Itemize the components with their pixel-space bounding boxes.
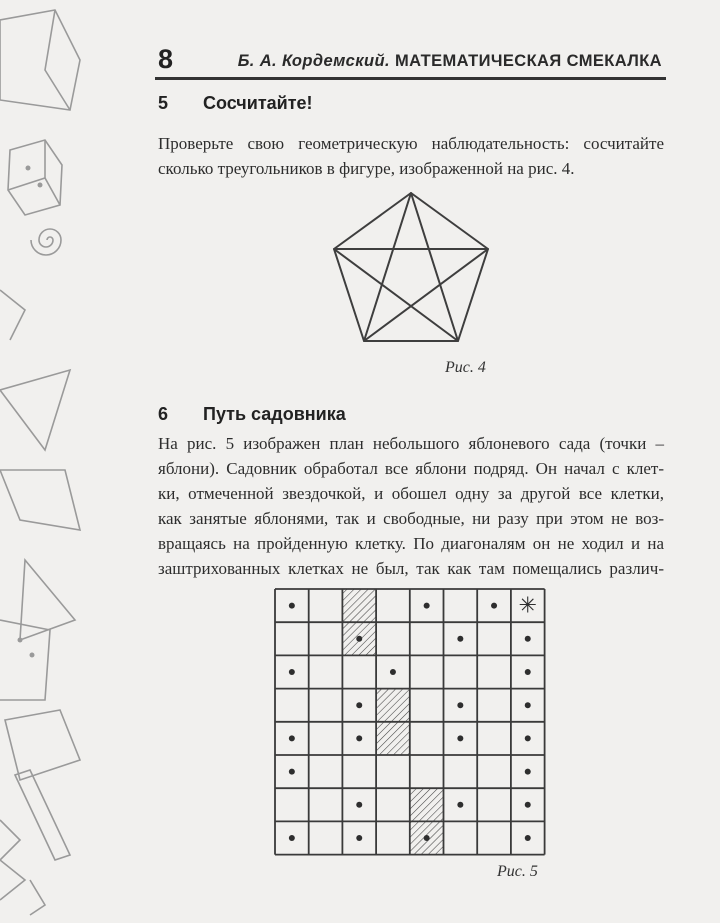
apple-tree-dot bbox=[289, 735, 295, 741]
apple-tree-dot bbox=[457, 735, 463, 741]
apple-tree-dot bbox=[525, 835, 531, 841]
problem-6-line: как занятые яблонями, так и свободные, ни разу при этом не воз- bbox=[158, 509, 664, 528]
hatched-cell bbox=[376, 722, 410, 755]
apple-tree-dot bbox=[356, 735, 362, 741]
apple-tree-dot bbox=[457, 702, 463, 708]
problem-5-line: сколько треугольников в фигуре, изображенной на рис. 4. bbox=[158, 159, 575, 178]
running-head-title: МАТЕМАТИЧЕСКАЯ СМЕКАЛКА bbox=[394, 52, 662, 70]
problem-6-line: ки, отмеченной звездочкой, и обошел одну за другой все клетки, bbox=[158, 484, 664, 503]
apple-tree-dot bbox=[525, 769, 531, 775]
figure-5-caption: Рис. 5 bbox=[497, 863, 538, 880]
hatched-cell bbox=[410, 788, 444, 821]
problem-6-text bbox=[158, 431, 664, 581]
apple-tree-dot bbox=[424, 835, 430, 841]
problem-6-line: вращаясь на пройденную клетку. По диагоналям он не ходил и на bbox=[158, 534, 664, 553]
running-head-author: Б. А. Кордемский. bbox=[237, 52, 390, 70]
garden-grid bbox=[272, 586, 548, 858]
apple-tree-dot bbox=[457, 802, 463, 808]
problem-6-line: заштрихованных клетках не был, так как там помещались различ- bbox=[158, 559, 664, 578]
apple-tree-dot bbox=[424, 603, 430, 609]
apple-tree-dot bbox=[356, 702, 362, 708]
apple-tree-dot bbox=[491, 603, 497, 609]
problem-6-number: 6 bbox=[158, 404, 169, 424]
apple-tree-dot bbox=[356, 636, 362, 642]
apple-tree-dot bbox=[525, 636, 531, 642]
apple-tree-dot bbox=[289, 835, 295, 841]
problem-6-line: яблони). Садовник обработал все яблони подряд. Он начал с клет- bbox=[158, 459, 664, 478]
margin-decoration bbox=[0, 0, 100, 923]
hatched-cell bbox=[342, 589, 376, 622]
header-rule bbox=[155, 77, 666, 80]
apple-tree-dot bbox=[525, 702, 531, 708]
problem-5-text bbox=[158, 131, 664, 181]
apple-tree-dot bbox=[457, 636, 463, 642]
figure-4-caption: Рис. 4 bbox=[445, 359, 486, 376]
problem-6-line: На рис. 5 изображен план небольшого яблоневого сада (точки – bbox=[158, 434, 664, 453]
apple-tree-dot bbox=[356, 835, 362, 841]
problem-5-number: 5 bbox=[158, 93, 169, 113]
problem-6-title: Путь садовника bbox=[203, 404, 346, 424]
apple-tree-dot bbox=[289, 669, 295, 675]
running-head bbox=[238, 52, 662, 71]
apple-tree-dot bbox=[356, 802, 362, 808]
pentagram-figure bbox=[328, 187, 494, 347]
hatched-cell bbox=[376, 689, 410, 722]
apple-tree-dot bbox=[525, 735, 531, 741]
apple-tree-dot bbox=[289, 769, 295, 775]
start-star-icon: ✳ bbox=[518, 592, 537, 618]
apple-tree-dot bbox=[289, 603, 295, 609]
apple-tree-dot bbox=[525, 802, 531, 808]
problem-5-title: Сосчитайте! bbox=[203, 93, 313, 113]
problem-5-line: Проверьте свою геометрическую наблюдательность: сосчитайте bbox=[158, 134, 664, 153]
page-number: 8 bbox=[158, 44, 174, 74]
apple-tree-dot bbox=[525, 669, 531, 675]
apple-tree-dot bbox=[390, 669, 396, 675]
